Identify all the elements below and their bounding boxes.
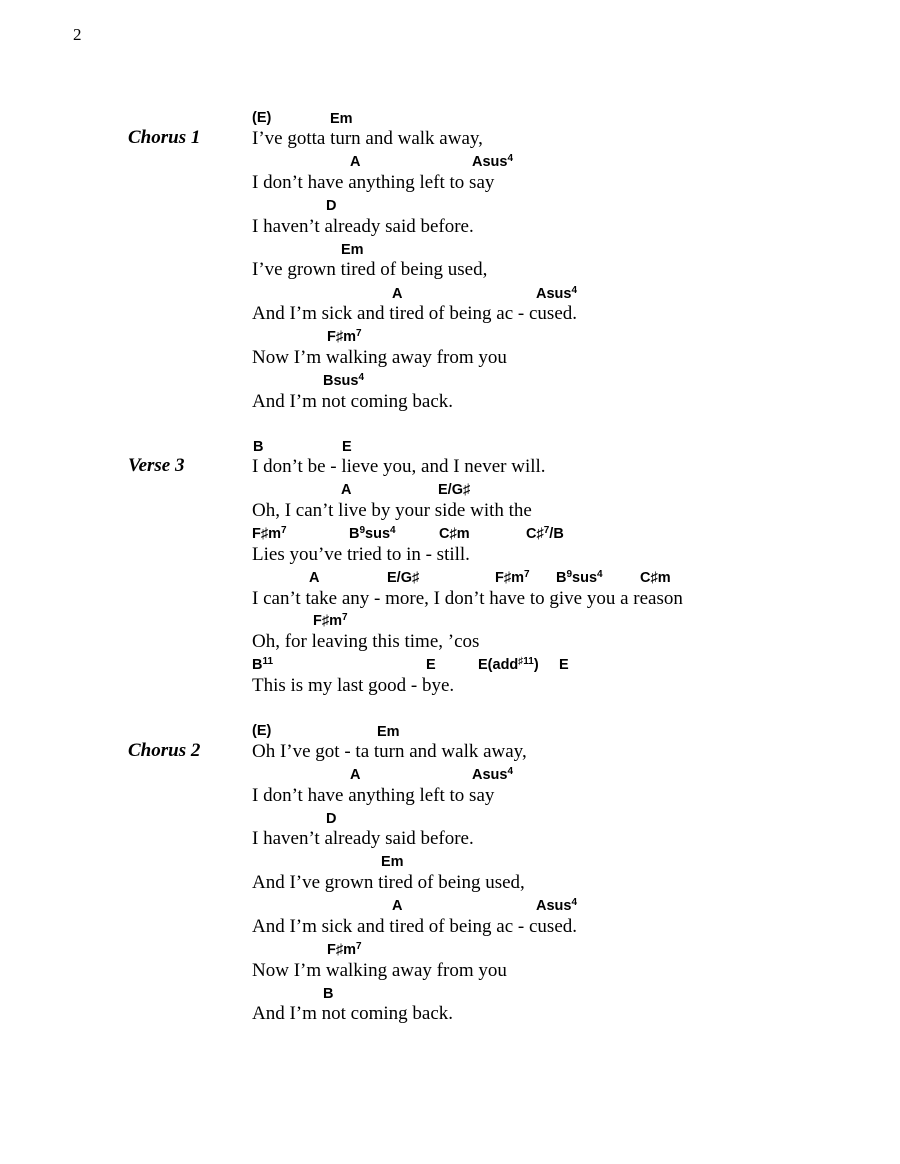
chord: D: [326, 198, 337, 214]
chord: (E): [252, 723, 272, 739]
lyric-line: I don’t be - lieve you, and I never will.: [252, 456, 546, 477]
chord: Asus$^4$: [472, 766, 514, 783]
lyric-line: Now I’m walking away from you: [252, 960, 507, 981]
lyric-line: This is my last good - bye.: [252, 675, 455, 696]
page-number: 2: [73, 25, 82, 44]
chord: $F♯m^7$: [252, 525, 287, 542]
chord: E(add$^{♯11}$): [478, 656, 539, 673]
chord: Em: [330, 111, 353, 127]
chord: Asus$^4$: [536, 285, 578, 302]
lyric-line: And I’m sick and tired of being ac - cused.: [252, 303, 578, 324]
chord: Em: [381, 854, 404, 870]
lyric-line: I haven’t already said before.: [252, 828, 474, 849]
chord: A: [341, 482, 352, 498]
lyric-line: I’ve grown tired of being used,: [252, 259, 488, 280]
chord: C♯$^7$/B: [526, 525, 564, 542]
lyric-line: I don’t have anything left to say: [252, 172, 495, 193]
chord: E: [559, 657, 569, 673]
chord: A: [350, 154, 361, 170]
chord: A: [392, 898, 403, 914]
lyric-line: I haven’t already said before.: [252, 216, 474, 237]
chord: $F♯m^7$: [495, 569, 530, 586]
chord: A: [392, 286, 403, 302]
chord: A: [309, 570, 320, 586]
lyric-line: I can’t take any - more, I don’t have to give you a reason: [252, 588, 683, 609]
lyric-line: Now I’m walking away from you: [252, 347, 507, 368]
chord: C♯m: [439, 526, 470, 542]
chord: A: [350, 767, 361, 783]
chord: B: [253, 439, 264, 455]
section-label-verse-3: Verse 3: [128, 455, 185, 476]
chord: E: [342, 439, 352, 455]
lyric-line: And I’m not coming back.: [252, 1003, 454, 1024]
lyric-line: And I’m not coming back.: [252, 391, 454, 412]
lyric-line: I don’t have anything left to say: [252, 785, 495, 806]
chord: $B^9sus^4$: [349, 525, 396, 542]
chord: C♯m: [640, 570, 671, 586]
section-label-chorus-2: Chorus 2: [128, 740, 201, 761]
chord: (E): [252, 110, 272, 126]
chord: E/G♯: [438, 482, 471, 498]
lyric-line: Lies you’ve tried to in - still.: [252, 544, 470, 565]
lyric-line: And I’m sick and tired of being ac - cused.: [252, 916, 578, 937]
lyric-line: Oh, for leaving this time, ’cos: [252, 631, 480, 652]
lyric-line: And I’ve grown tired of being used,: [252, 872, 525, 893]
chord: $B^9sus^4$: [556, 569, 603, 586]
chord: D: [326, 811, 337, 827]
chord: $F♯m^7$: [327, 941, 362, 958]
lyric-line: Oh, I can’t live by your side with the: [252, 500, 532, 521]
chord: B: [323, 986, 334, 1002]
chord: $F♯m^7$: [313, 612, 348, 629]
chord: $F♯m^7$: [327, 328, 362, 345]
chord: Bsus$^4$: [323, 372, 365, 389]
chord: Asus$^4$: [536, 897, 578, 914]
section-label-chorus-1: Chorus 1: [128, 127, 201, 148]
lyric-line: I’ve gotta turn and walk away,: [252, 128, 483, 149]
lyric-line: Oh I’ve got - ta turn and walk away,: [252, 741, 527, 762]
chord: E/G♯: [387, 570, 420, 586]
chord: Em: [377, 724, 400, 740]
chord: E: [426, 657, 436, 673]
chord: $B^{11}$: [252, 656, 274, 673]
chord: Em: [341, 242, 364, 258]
chord: Asus$^4$: [472, 153, 514, 170]
